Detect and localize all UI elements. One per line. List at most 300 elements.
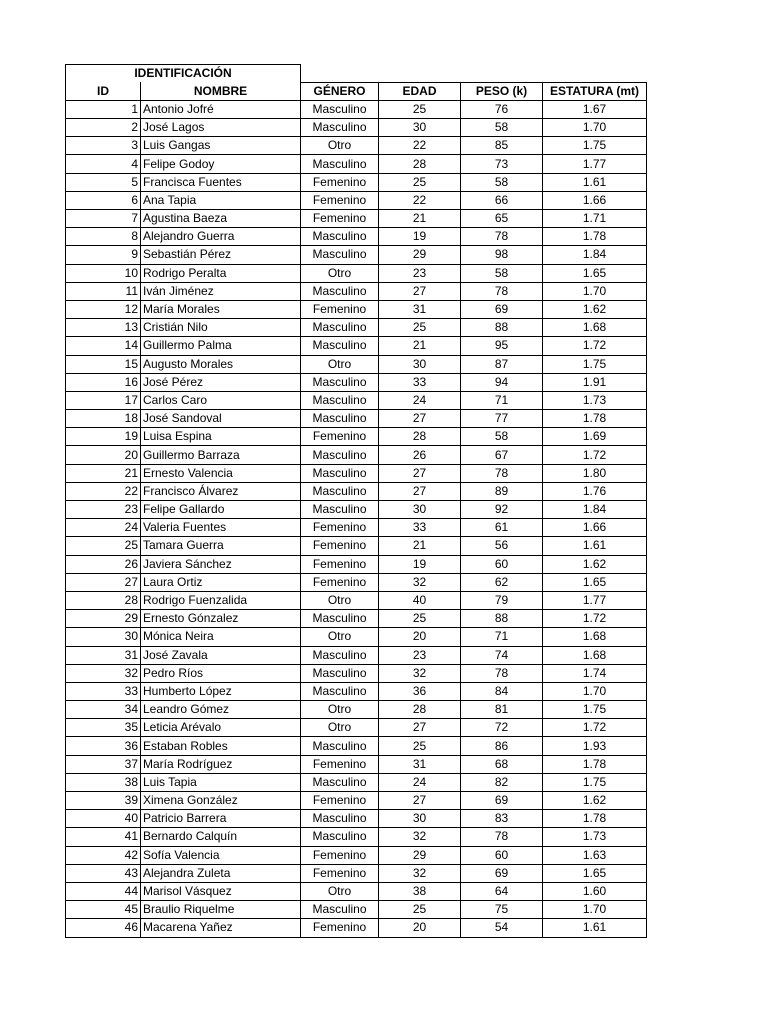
cell-genero: Masculino — [301, 373, 379, 391]
cell-id: 35 — [66, 719, 141, 737]
cell-estatura: 1.84 — [543, 501, 647, 519]
cell-peso: 87 — [461, 355, 543, 373]
table-row — [66, 173, 647, 191]
cell-edad: 38 — [379, 882, 461, 900]
table-row — [66, 100, 647, 118]
cell-edad: 33 — [379, 373, 461, 391]
table-row — [66, 919, 647, 937]
cell-estatura: 1.78 — [543, 228, 647, 246]
cell-nombre: María Rodríguez — [141, 755, 301, 773]
cell-peso: 61 — [461, 519, 543, 537]
cell-id: 5 — [66, 173, 141, 191]
cell-edad: 32 — [379, 664, 461, 682]
cell-genero: Masculino — [301, 228, 379, 246]
cell-peso: 88 — [461, 319, 543, 337]
cell-peso: 78 — [461, 282, 543, 300]
cell-nombre: Ximena González — [141, 792, 301, 810]
cell-nombre: Laura Ortiz — [141, 573, 301, 591]
cell-id: 22 — [66, 482, 141, 500]
cell-nombre: Bernardo Calquín — [141, 828, 301, 846]
cell-estatura: 1.68 — [543, 646, 647, 664]
cell-edad: 30 — [379, 501, 461, 519]
cell-estatura: 1.68 — [543, 628, 647, 646]
cell-edad: 27 — [379, 719, 461, 737]
cell-id: 10 — [66, 264, 141, 282]
cell-edad: 29 — [379, 846, 461, 864]
cell-genero: Masculino — [301, 319, 379, 337]
cell-genero: Otro — [301, 355, 379, 373]
cell-estatura: 1.65 — [543, 864, 647, 882]
cell-edad: 28 — [379, 701, 461, 719]
cell-genero: Femenino — [301, 864, 379, 882]
table-row — [66, 119, 647, 137]
table-row — [66, 610, 647, 628]
cell-id: 1 — [66, 100, 141, 118]
cell-id: 14 — [66, 337, 141, 355]
table-row — [66, 828, 647, 846]
cell-genero: Masculino — [301, 337, 379, 355]
cell-edad: 32 — [379, 573, 461, 591]
cell-nombre: Leandro Gómez — [141, 701, 301, 719]
cell-peso: 62 — [461, 573, 543, 591]
cell-edad: 29 — [379, 246, 461, 264]
table-row — [66, 337, 647, 355]
cell-id: 28 — [66, 591, 141, 609]
cell-genero: Masculino — [301, 682, 379, 700]
cell-estatura: 1.75 — [543, 773, 647, 791]
cell-id: 37 — [66, 755, 141, 773]
cell-estatura: 1.61 — [543, 173, 647, 191]
cell-nombre: Luis Tapia — [141, 773, 301, 791]
cell-genero: Masculino — [301, 828, 379, 846]
cell-nombre: Ana Tapia — [141, 191, 301, 209]
cell-genero: Otro — [301, 264, 379, 282]
cell-genero: Otro — [301, 628, 379, 646]
table-row — [66, 464, 647, 482]
cell-peso: 58 — [461, 119, 543, 137]
cell-peso: 72 — [461, 719, 543, 737]
cell-id: 7 — [66, 210, 141, 228]
cell-peso: 73 — [461, 155, 543, 173]
cell-id: 13 — [66, 319, 141, 337]
cell-estatura: 1.75 — [543, 355, 647, 373]
cell-edad: 28 — [379, 428, 461, 446]
cell-id: 40 — [66, 810, 141, 828]
cell-nombre: Alejandro Guerra — [141, 228, 301, 246]
cell-genero: Masculino — [301, 646, 379, 664]
cell-nombre: María Morales — [141, 300, 301, 318]
cell-id: 25 — [66, 537, 141, 555]
cell-estatura: 1.78 — [543, 810, 647, 828]
cell-estatura: 1.63 — [543, 846, 647, 864]
cell-id: 23 — [66, 501, 141, 519]
table-row — [66, 519, 647, 537]
table-row — [66, 410, 647, 428]
cell-estatura: 1.77 — [543, 591, 647, 609]
cell-peso: 74 — [461, 646, 543, 664]
cell-genero: Masculino — [301, 246, 379, 264]
cell-genero: Masculino — [301, 610, 379, 628]
table-row — [66, 719, 647, 737]
table-row — [66, 355, 647, 373]
cell-edad: 30 — [379, 119, 461, 137]
cell-estatura: 1.76 — [543, 482, 647, 500]
cell-id: 20 — [66, 446, 141, 464]
cell-peso: 68 — [461, 755, 543, 773]
cell-nombre: Alejandra Zuleta — [141, 864, 301, 882]
cell-nombre: Francisca Fuentes — [141, 173, 301, 191]
cell-id: 45 — [66, 901, 141, 919]
cell-edad: 23 — [379, 264, 461, 282]
cell-edad: 19 — [379, 555, 461, 573]
col-header-peso: PESO (k) — [461, 82, 543, 100]
cell-estatura: 1.77 — [543, 155, 647, 173]
cell-id: 33 — [66, 682, 141, 700]
cell-id: 17 — [66, 391, 141, 409]
cell-peso: 67 — [461, 446, 543, 464]
cell-genero: Femenino — [301, 210, 379, 228]
cell-estatura: 1.62 — [543, 792, 647, 810]
cell-nombre: Humberto López — [141, 682, 301, 700]
cell-edad: 25 — [379, 319, 461, 337]
cell-nombre: Estaban Robles — [141, 737, 301, 755]
cell-estatura: 1.62 — [543, 300, 647, 318]
cell-edad: 36 — [379, 682, 461, 700]
cell-edad: 24 — [379, 391, 461, 409]
cell-estatura: 1.72 — [543, 446, 647, 464]
cell-id: 38 — [66, 773, 141, 791]
cell-estatura: 1.84 — [543, 246, 647, 264]
table-row — [66, 137, 647, 155]
cell-estatura: 1.67 — [543, 100, 647, 118]
cell-peso: 78 — [461, 464, 543, 482]
cell-nombre: Rodrigo Fuenzalida — [141, 591, 301, 609]
table-row — [66, 682, 647, 700]
cell-peso: 78 — [461, 828, 543, 846]
cell-estatura: 1.70 — [543, 282, 647, 300]
table-row — [66, 446, 647, 464]
cell-genero: Masculino — [301, 464, 379, 482]
cell-nombre: Guillermo Barraza — [141, 446, 301, 464]
table-row — [66, 646, 647, 664]
table-row — [66, 428, 647, 446]
table-row — [66, 246, 647, 264]
cell-nombre: Ernesto Gónzalez — [141, 610, 301, 628]
cell-id: 43 — [66, 864, 141, 882]
cell-edad: 20 — [379, 919, 461, 937]
cell-peso: 89 — [461, 482, 543, 500]
cell-genero: Masculino — [301, 391, 379, 409]
cell-edad: 20 — [379, 628, 461, 646]
cell-id: 31 — [66, 646, 141, 664]
cell-nombre: Sofía Valencia — [141, 846, 301, 864]
table-row — [66, 228, 647, 246]
identificacion-header: IDENTIFICACIÓN — [66, 65, 301, 83]
cell-estatura: 1.80 — [543, 464, 647, 482]
table-row — [66, 482, 647, 500]
cell-edad: 25 — [379, 737, 461, 755]
cell-genero: Masculino — [301, 410, 379, 428]
cell-genero: Masculino — [301, 282, 379, 300]
cell-id: 8 — [66, 228, 141, 246]
cell-nombre: Rodrigo Peralta — [141, 264, 301, 282]
cell-estatura: 1.70 — [543, 901, 647, 919]
cell-genero: Femenino — [301, 573, 379, 591]
cell-id: 11 — [66, 282, 141, 300]
table-row — [66, 628, 647, 646]
cell-genero: Femenino — [301, 428, 379, 446]
cell-edad: 19 — [379, 228, 461, 246]
cell-peso: 71 — [461, 628, 543, 646]
table-body — [66, 100, 647, 937]
table-row — [66, 373, 647, 391]
cell-genero: Masculino — [301, 446, 379, 464]
cell-nombre: Antonio Jofré — [141, 100, 301, 118]
cell-estatura: 1.75 — [543, 701, 647, 719]
cell-nombre: José Pérez — [141, 373, 301, 391]
cell-peso: 69 — [461, 792, 543, 810]
cell-genero: Femenino — [301, 537, 379, 555]
cell-genero: Otro — [301, 882, 379, 900]
cell-estatura: 1.73 — [543, 828, 647, 846]
cell-estatura: 1.61 — [543, 537, 647, 555]
cell-peso: 78 — [461, 664, 543, 682]
cell-edad: 26 — [379, 446, 461, 464]
table-row — [66, 537, 647, 555]
cell-edad: 24 — [379, 773, 461, 791]
cell-id: 15 — [66, 355, 141, 373]
cell-genero: Femenino — [301, 519, 379, 537]
cell-peso: 71 — [461, 391, 543, 409]
cell-peso: 75 — [461, 901, 543, 919]
cell-genero: Femenino — [301, 555, 379, 573]
cell-edad: 27 — [379, 282, 461, 300]
cell-genero: Masculino — [301, 100, 379, 118]
cell-nombre: Javiera Sánchez — [141, 555, 301, 573]
table-row — [66, 555, 647, 573]
cell-genero: Femenino — [301, 755, 379, 773]
cell-estatura: 1.91 — [543, 373, 647, 391]
cell-edad: 30 — [379, 810, 461, 828]
cell-peso: 64 — [461, 882, 543, 900]
cell-nombre: Ernesto Valencia — [141, 464, 301, 482]
col-header-estatura: ESTATURA (mt) — [543, 82, 647, 100]
cell-estatura: 1.75 — [543, 137, 647, 155]
cell-nombre: Felipe Godoy — [141, 155, 301, 173]
cell-nombre: Marisol Vásquez — [141, 882, 301, 900]
cell-nombre: Carlos Caro — [141, 391, 301, 409]
table-row — [66, 864, 647, 882]
cell-id: 16 — [66, 373, 141, 391]
cell-nombre: Augusto Morales — [141, 355, 301, 373]
cell-id: 44 — [66, 882, 141, 900]
cell-id: 30 — [66, 628, 141, 646]
cell-genero: Femenino — [301, 792, 379, 810]
cell-genero: Otro — [301, 701, 379, 719]
cell-peso: 94 — [461, 373, 543, 391]
cell-peso: 82 — [461, 773, 543, 791]
cell-estatura: 1.60 — [543, 882, 647, 900]
cell-id: 26 — [66, 555, 141, 573]
cell-nombre: Iván Jiménez — [141, 282, 301, 300]
cell-estatura: 1.62 — [543, 555, 647, 573]
cell-edad: 21 — [379, 537, 461, 555]
cell-estatura: 1.71 — [543, 210, 647, 228]
cell-nombre: José Zavala — [141, 646, 301, 664]
cell-id: 4 — [66, 155, 141, 173]
cell-estatura: 1.61 — [543, 919, 647, 937]
cell-genero: Masculino — [301, 664, 379, 682]
cell-nombre: Sebastián Pérez — [141, 246, 301, 264]
cell-peso: 85 — [461, 137, 543, 155]
table-row — [66, 810, 647, 828]
cell-id: 19 — [66, 428, 141, 446]
cell-genero: Masculino — [301, 119, 379, 137]
cell-peso: 69 — [461, 864, 543, 882]
cell-estatura: 1.66 — [543, 191, 647, 209]
cell-edad: 32 — [379, 828, 461, 846]
cell-peso: 81 — [461, 701, 543, 719]
cell-id: 32 — [66, 664, 141, 682]
cell-nombre: Guillermo Palma — [141, 337, 301, 355]
cell-nombre: Luis Gangas — [141, 137, 301, 155]
cell-id: 2 — [66, 119, 141, 137]
cell-nombre: Braulio Riquelme — [141, 901, 301, 919]
cell-genero: Otro — [301, 591, 379, 609]
cell-genero: Masculino — [301, 810, 379, 828]
cell-nombre: José Sandoval — [141, 410, 301, 428]
cell-edad: 40 — [379, 591, 461, 609]
cell-edad: 21 — [379, 337, 461, 355]
table-row — [66, 264, 647, 282]
cell-id: 27 — [66, 573, 141, 591]
cell-genero: Femenino — [301, 300, 379, 318]
table-row — [66, 300, 647, 318]
cell-edad: 33 — [379, 519, 461, 537]
cell-peso: 78 — [461, 228, 543, 246]
cell-edad: 25 — [379, 173, 461, 191]
cell-id: 42 — [66, 846, 141, 864]
cell-nombre: Patricio Barrera — [141, 810, 301, 828]
cell-edad: 22 — [379, 191, 461, 209]
table-row — [66, 210, 647, 228]
cell-nombre: Cristián Nilo — [141, 319, 301, 337]
cell-genero: Masculino — [301, 773, 379, 791]
cell-nombre: José Lagos — [141, 119, 301, 137]
table-row — [66, 501, 647, 519]
cell-id: 24 — [66, 519, 141, 537]
cell-peso: 98 — [461, 246, 543, 264]
table-row — [66, 792, 647, 810]
cell-estatura: 1.68 — [543, 319, 647, 337]
col-header-id: ID — [66, 82, 141, 100]
cell-peso: 92 — [461, 501, 543, 519]
col-header-edad: EDAD — [379, 82, 461, 100]
cell-edad: 23 — [379, 646, 461, 664]
cell-nombre: Macarena Yañez — [141, 919, 301, 937]
col-header-genero: GÉNERO — [301, 82, 379, 100]
cell-id: 21 — [66, 464, 141, 482]
table-row — [66, 191, 647, 209]
cell-peso: 88 — [461, 610, 543, 628]
cell-id: 41 — [66, 828, 141, 846]
cell-peso: 60 — [461, 555, 543, 573]
cell-genero: Masculino — [301, 482, 379, 500]
cell-nombre: Tamara Guerra — [141, 537, 301, 555]
table-row — [66, 664, 647, 682]
cell-peso: 60 — [461, 846, 543, 864]
cell-edad: 22 — [379, 137, 461, 155]
cell-nombre: Francisco Álvarez — [141, 482, 301, 500]
cell-nombre: Mónica Neira — [141, 628, 301, 646]
table-row — [66, 573, 647, 591]
table-row — [66, 282, 647, 300]
cell-edad: 25 — [379, 100, 461, 118]
col-header-nombre: NOMBRE — [141, 82, 301, 100]
cell-peso: 58 — [461, 264, 543, 282]
cell-genero: Femenino — [301, 173, 379, 191]
table-row — [66, 737, 647, 755]
cell-peso: 83 — [461, 810, 543, 828]
cell-genero: Masculino — [301, 155, 379, 173]
cell-edad: 27 — [379, 410, 461, 428]
cell-peso: 65 — [461, 210, 543, 228]
cell-peso: 58 — [461, 173, 543, 191]
cell-edad: 31 — [379, 755, 461, 773]
cell-peso: 56 — [461, 537, 543, 555]
cell-estatura: 1.65 — [543, 264, 647, 282]
cell-estatura: 1.73 — [543, 391, 647, 409]
cell-nombre: Agustina Baeza — [141, 210, 301, 228]
cell-id: 12 — [66, 300, 141, 318]
cell-id: 29 — [66, 610, 141, 628]
table-row — [66, 773, 647, 791]
column-header-row — [66, 82, 647, 100]
table-row — [66, 846, 647, 864]
cell-estatura: 1.65 — [543, 573, 647, 591]
table-row — [66, 391, 647, 409]
cell-estatura: 1.72 — [543, 610, 647, 628]
cell-peso: 95 — [461, 337, 543, 355]
cell-genero: Femenino — [301, 919, 379, 937]
cell-id: 3 — [66, 137, 141, 155]
cell-edad: 27 — [379, 464, 461, 482]
cell-edad: 21 — [379, 210, 461, 228]
cell-genero: Otro — [301, 137, 379, 155]
cell-genero: Femenino — [301, 846, 379, 864]
cell-nombre: Leticia Arévalo — [141, 719, 301, 737]
cell-genero: Masculino — [301, 901, 379, 919]
group-header-row — [66, 65, 647, 83]
cell-nombre: Luisa Espina — [141, 428, 301, 446]
cell-estatura: 1.69 — [543, 428, 647, 446]
cell-peso: 66 — [461, 191, 543, 209]
cell-estatura: 1.70 — [543, 119, 647, 137]
cell-edad: 25 — [379, 901, 461, 919]
cell-estatura: 1.78 — [543, 755, 647, 773]
cell-genero: Masculino — [301, 501, 379, 519]
cell-estatura: 1.74 — [543, 664, 647, 682]
cell-peso: 79 — [461, 591, 543, 609]
table-row — [66, 701, 647, 719]
cell-estatura: 1.66 — [543, 519, 647, 537]
cell-id: 18 — [66, 410, 141, 428]
cell-edad: 28 — [379, 155, 461, 173]
cell-peso: 58 — [461, 428, 543, 446]
table-row — [66, 591, 647, 609]
cell-nombre: Felipe Gallardo — [141, 501, 301, 519]
cell-estatura: 1.72 — [543, 719, 647, 737]
